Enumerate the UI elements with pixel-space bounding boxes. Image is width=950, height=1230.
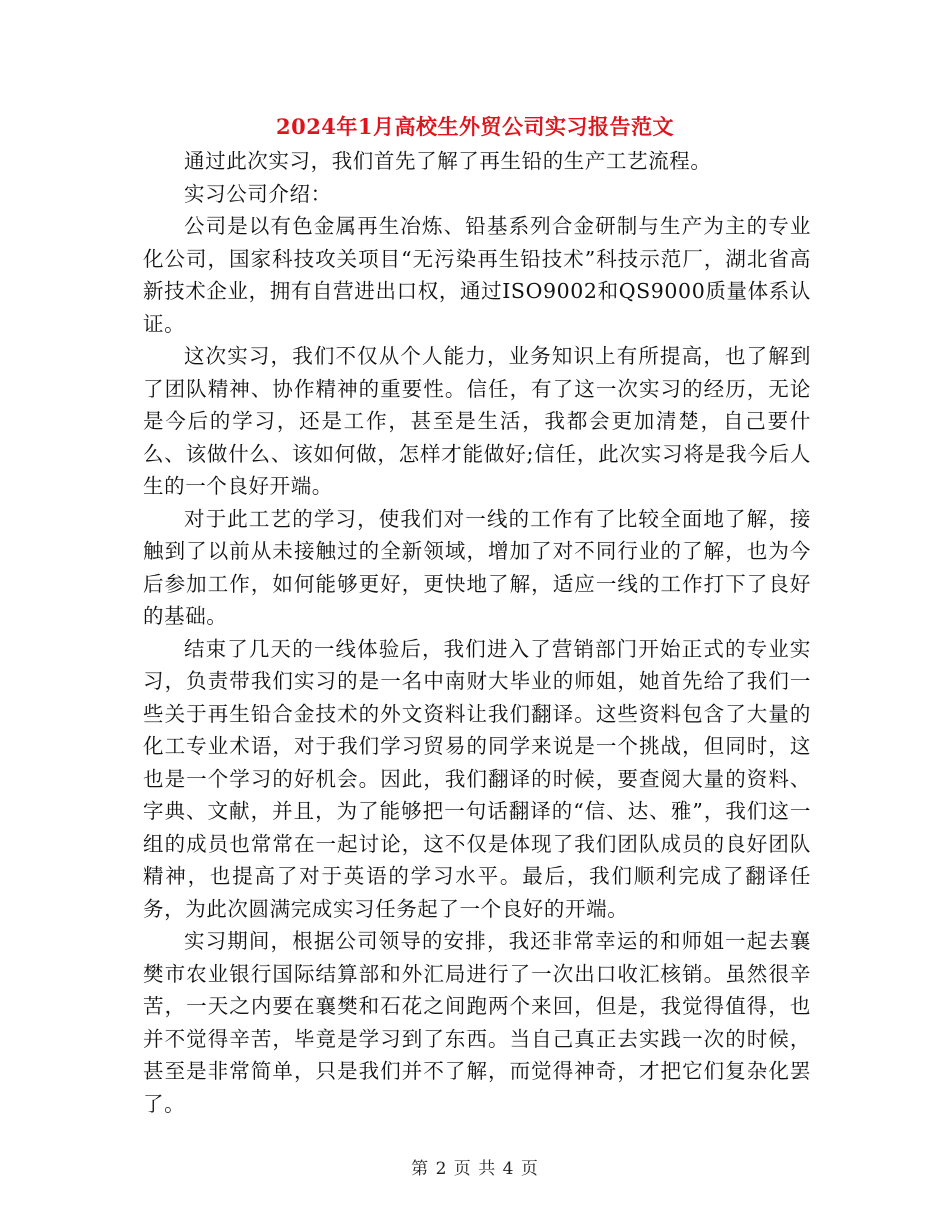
document-body — [143, 145, 811, 1120]
paragraph-intro: 通过此次实习，我们首先了解了再生铅的生产工艺流程。 — [184, 149, 712, 173]
paragraph-company-heading: 实习公司介绍： — [184, 181, 332, 206]
paragraph-process-learning: 对于此工艺的学习，使我们对一线的工作有了比较全面地了解，接触到了以前从未接触过的全新领域，增加了对不同行业的了解，也为今后参加工作，如何能够更好，更快地了解，适应一线的工作打下了良好的基础。 — [143, 506, 811, 628]
paragraph-company-intro: 公司是以有色金属再生冶炼、铅基系列合金研制与生产为主的专业化公司，国家科技攻关项目“无污染再生铅技术”科技示范厂，湖北省高新技术企业，拥有自营进出口权，通过ISO9002和QS9000质量体系认证。 — [143, 214, 811, 336]
document-title: 2024年1月高校生外贸公司实习报告范文 — [275, 114, 675, 139]
paragraph-teamwork: 这次实习，我们不仅从个人能力，业务知识上有所提高，也了解到了团队精神、协作精神的重要性。信任，有了这一次实习的经历，无论是今后的学习，还是工作，甚至是生活，我都会更加清楚，自己要什么、该做什么、该如何做，怎样才能做好;信任，此次实习将是我今后人生的一个良好开端。 — [143, 344, 811, 498]
paragraph-export-verification: 实习期间，根据公司领导的安排，我还非常幸运的和师姐一起去襄樊市农业银行国际结算部和外汇局进行了一次出口收汇核销。虽然很辛苦，一天之内要在襄樊和石花之间跑两个来回，但是，我觉得值得，也并不觉得辛苦，毕竟是学习到了东西。当自己真正去实践一次的时候，甚至是非常简单，只是我们并不了解，而觉得神奇，才把它们复杂化罢了。 — [143, 929, 811, 1116]
page-number-footer: 第 2 页 共 4 页 — [411, 1159, 539, 1179]
paragraph-translation: 结束了几天的一线体验后，我们进入了营销部门开始正式的专业实习，负责带我们实习的是一名中南财大毕业的师姐，她首先给了我们一些关于再生铅合金技术的外文资料让我们翻译。这些资料包含了大量的化工专业术语，对于我们学习贸易的同学来说是一个挑战，但同时，这也是一个学习的好机会。因此，我们翻译的时候，要查阅大量的资料、字典、文献，并且，为了能够把一句话翻译的“信、达、雅”，我们这一组的成员也常常在一起讨论，这不仅是体现了我们团队成员的良好团队精神，也提高了对于英语的学习水平。最后，我们顺利完成了翻译任务，为此次圆满完成实习任务起了一个良好的开端。 — [143, 636, 811, 921]
